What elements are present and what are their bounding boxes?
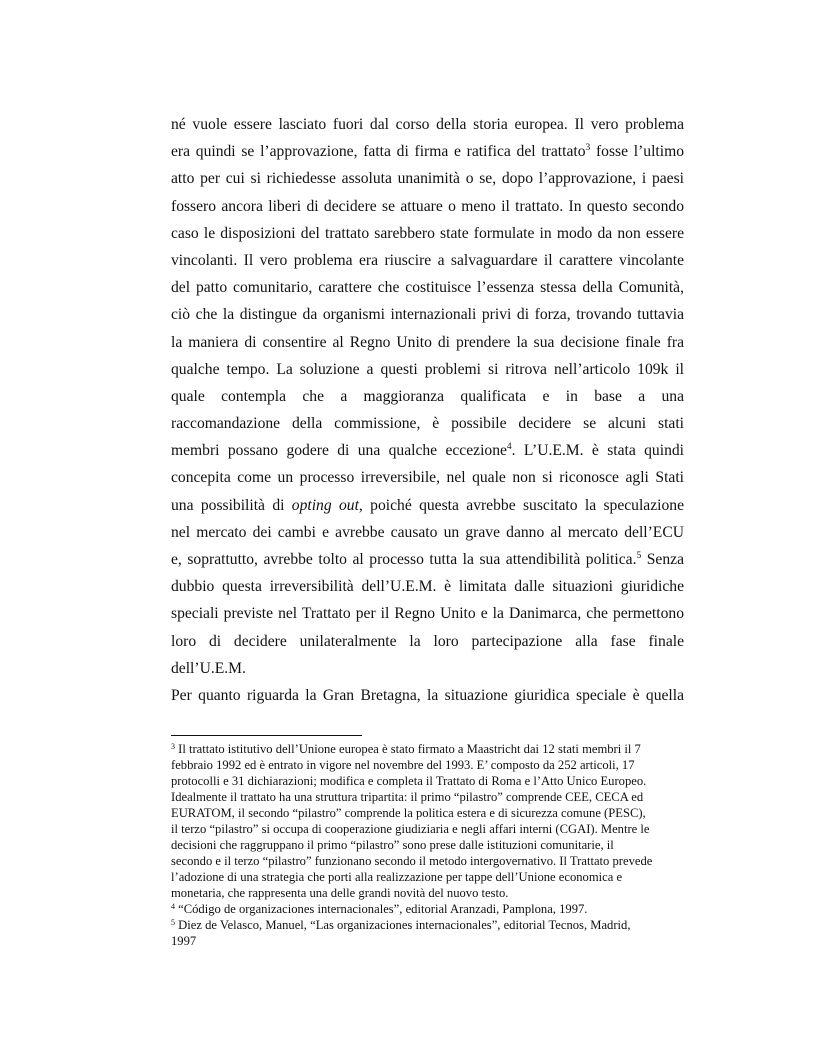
footnote-number: 4 xyxy=(171,902,175,911)
footnote-text: 1997 xyxy=(171,934,197,948)
footnote-number: 5 xyxy=(171,918,175,927)
footnotes xyxy=(171,741,684,949)
body-line: dubbio questa irreversibilità dell’U.E.M. è limitata dalle situazioni giuridiche xyxy=(171,578,684,596)
body-line: fossero ancora liberi di decidere se attuare o meno il trattato. In questo secondo xyxy=(171,197,684,215)
footnote-text: secondo e il terzo “pilastro” funzionano secondo il metodo intergovernativo. Il Trattato prevede xyxy=(171,854,653,868)
footnote-line xyxy=(171,869,684,885)
body-line-text: una possibilità di xyxy=(171,496,292,514)
body-line: dell’U.E.M. xyxy=(171,659,246,677)
body-line xyxy=(171,546,684,573)
footnote-reference: 5 xyxy=(636,551,642,561)
footnote-line xyxy=(171,789,684,805)
footnote-text: l’adozione di una strategia che porti alla realizzazione per tappe dell’Unione economica e xyxy=(171,870,623,884)
body-line-text: fosse l’ultimo xyxy=(590,143,685,161)
footnote-text: “Código de organizaciones internacionales”, editorial Aranzadi, Pamplona, 1997. xyxy=(175,902,588,916)
body-line-text: membri possano godere di una qualche eccezione xyxy=(171,442,507,460)
body-line-text: Senza xyxy=(641,551,684,568)
body-line-text: era quindi se l’approvazione, fatta di firma e ratifica del trattato xyxy=(171,143,586,161)
footnote-reference: 3 xyxy=(585,143,591,154)
footnote-number: 3 xyxy=(171,742,175,751)
body-line: loro di decidere unilateralmente la loro partecipazione alla fase finale xyxy=(171,632,684,650)
body-line-text: e, soprattutto, avrebbe tolto al processo tutta la sua attendibilità politica. xyxy=(171,551,637,568)
footnote-line xyxy=(171,917,684,933)
body-line: quale contempla che a maggioranza qualificata e in base a una xyxy=(171,387,684,405)
body-line: qualche tempo. La soluzione a questi problemi si ritrova nell’articolo 109k il xyxy=(171,360,684,378)
body-line: vincolanti. Il vero problema era riuscire a salvaguardare il carattere vincolante xyxy=(171,251,684,269)
footnote-text: Il trattato istitutivo dell’Unione europea è stato firmato a Maastricht dai 12 stati membri il 7 xyxy=(175,742,641,756)
footnote-text: EURATOM, il secondo “pilastro” comprende la politica estera e di sicurezza comune (PESC), xyxy=(171,806,646,820)
footnote-text: protocolli e 31 dichiarazioni; modifica e completa il Trattato di Roma e l’Atto Unico Europeo. xyxy=(171,774,647,788)
body-line: concepita come un processo irreversibile, nel quale non si riconosce agli Stati xyxy=(171,469,684,487)
footnote-line xyxy=(171,821,684,837)
footnote-line xyxy=(171,757,684,773)
body-line-text: . L’U.E.M. è stata quindi xyxy=(511,442,684,460)
body-line: la maniera di consentire al Regno Unito di prendere la sua decisione finale fra xyxy=(171,333,684,351)
body-line: del patto comunitario, carattere che costituisce l’essenza stessa della Comunità, xyxy=(171,279,684,297)
footnote-text: febbraio 1992 ed è entrato in vigore nel novembre del 1993. E’ composto da 252 articoli, 17 xyxy=(171,758,635,772)
footnote-line xyxy=(171,853,684,869)
footnote-text: decisioni che raggruppano il primo “pilastro” sono prese dalle istituzioni comunitarie, il xyxy=(171,838,614,852)
footnote-text: Idealmente il trattato ha una struttura tripartita: il primo “pilastro” comprende CEE, CECA ed xyxy=(171,790,644,804)
body-line: ciò che la distingue da organismi internazionali privi di forza, trovando tuttavia xyxy=(171,306,684,324)
body-line-text: poiché questa avrebbe suscitato la speculazione xyxy=(362,496,685,514)
footnote-line xyxy=(171,933,684,949)
footnote-text: il terzo “pilastro” si occupa di cooperazione giudiziaria e negli affari interni (CGAI). Mentre le xyxy=(171,822,650,836)
italic-term: opting out, xyxy=(291,496,363,514)
body-line xyxy=(171,492,684,519)
body-line: nel mercato dei cambi e avrebbe causato un grave danno al mercato dell’ECU xyxy=(171,523,684,541)
body-line: caso le disposizioni del trattato sarebbero state formulate in modo da non essere xyxy=(171,224,684,242)
body-line: Per quanto riguarda la Gran Bretagna, la situazione giuridica speciale è quella xyxy=(171,686,684,704)
footnote-line xyxy=(171,837,684,853)
body-line xyxy=(171,437,684,464)
body-line: speciali previste nel Trattato per il Regno Unito e la Danimarca, che permettono xyxy=(171,605,684,623)
body-line: atto per cui si richiedesse assoluta unanimità o se, dopo l’approvazione, i paesi xyxy=(171,170,684,188)
body-text xyxy=(171,111,684,709)
footnote-text: Diez de Velasco, Manuel, “Las organizaciones internacionales”, editorial Tecnos, Madrid, xyxy=(175,918,631,932)
body-line: né vuole essere lasciato fuori dal corso della storia europea. Il vero problema xyxy=(171,116,684,133)
body-line: raccomandazione della commissione, è possibile decidere se alcuni stati xyxy=(171,415,684,433)
body-line xyxy=(171,138,684,165)
footnote-line xyxy=(171,885,684,901)
footnote-line xyxy=(171,773,684,789)
footnote-separator xyxy=(171,735,362,736)
footnote-line xyxy=(171,741,684,757)
footnote-line xyxy=(171,805,684,821)
footnote-line xyxy=(171,901,684,917)
footnote-reference: 4 xyxy=(506,442,512,453)
footnote-text: monetaria, che rappresenta una delle grandi novità del nuovo testo. xyxy=(171,886,509,900)
